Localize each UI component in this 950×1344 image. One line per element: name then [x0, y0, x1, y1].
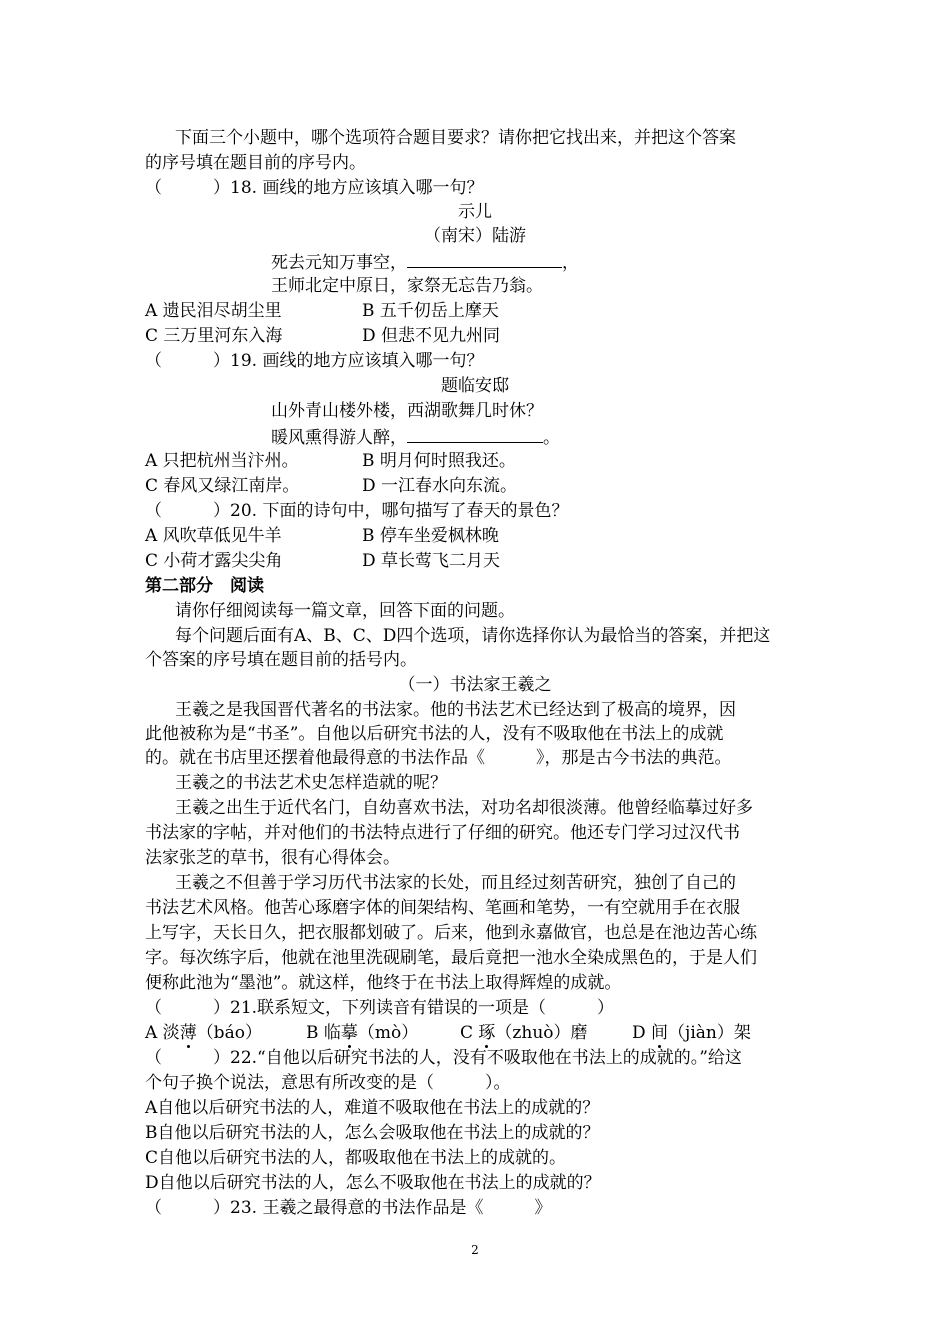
q19-poem-title: 题临安邸 — [441, 376, 509, 396]
q19-poem-line-2-text: 暖风熏得游人醉， — [271, 428, 407, 448]
q18-poem-line-1-punct: ， — [562, 253, 579, 273]
q19-poem-line-2-punct: 。 — [543, 428, 560, 448]
q21-option-c-pre: C — [460, 1023, 479, 1043]
q21-option-c — [460, 1021, 588, 1045]
q22-prompt-line-1: （ ）22.“自他以后研究书法的人，没有不吸取他在书法上的成就的。”给这 — [145, 1048, 742, 1068]
q21-option-c-dotted-char: 琢 — [478, 1023, 496, 1043]
q18-poem-line-2: 王师北定中原日，家祭无忘告乃翁。 — [271, 276, 543, 296]
passage-line: 王羲之出生于近代名门，自幼喜欢书法，对功名却很淡薄。他曾经临摹过好多 — [175, 798, 753, 818]
part2-instruction-2a: 每个问题后面有A、B、C、D四个选项，请你选择你认为最恰当的答案，并把这 — [175, 626, 771, 646]
passage-line: 的。就在书店里还摆着他最得意的书法作品《 》，那是古今书法的典范。 — [145, 748, 732, 768]
q19-option-c: C 春风又绿江南岸。 — [145, 476, 300, 496]
passage-line: 王羲之是我国晋代著名的书法家。他的书法艺术已经达到了极高的境界，因 — [175, 700, 736, 720]
q18-prompt: （ ）18. 画线的地方应该填入哪一句？ — [145, 178, 484, 198]
q20-prompt: （ ）20. 下面的诗句中，哪句描写了春天的景色？ — [145, 501, 569, 521]
q21-option-b-pre: B 临 — [306, 1023, 341, 1043]
passage-line: 法家张芝的草书，很有心得体会。 — [145, 848, 400, 868]
q21-option-a-pre: A 淡 — [145, 1023, 180, 1043]
q20-option-a: A 风吹草低见牛羊 — [145, 526, 282, 546]
q18-poem-title: 示儿 — [458, 202, 492, 222]
q21-option-a-dotted-char: 薄 — [179, 1023, 197, 1043]
passage-line: 字。每次练字后，他就在池里洗砚刷笔，最后竟把一池水全染成黑色的，于是人们 — [145, 948, 757, 968]
q21-option-a-pinyin: （báo） — [196, 1023, 262, 1043]
q18-option-b: B 五千仞岳上摩天 — [362, 301, 499, 321]
passage-title: （一）书法家王羲之 — [398, 675, 552, 695]
q22-option-c: C自他以后研究书法的人，都吸取他在书法上的成就的。 — [145, 1148, 567, 1168]
passage-line: 书法艺术风格。他苦心琢磨字体的间架结构、笔画和笔势，一有空就用手在衣服 — [145, 898, 740, 918]
q21-option-b — [306, 1021, 418, 1045]
q19-option-d: D 一江春水向东流。 — [362, 476, 518, 496]
q21-option-b-dotted-char: 摹 — [340, 1023, 358, 1043]
q22-option-a: A自他以后研究书法的人，难道不吸取他在书法上的成就的？ — [145, 1098, 600, 1118]
q22-option-b: B自他以后研究书法的人，怎么会吸取他在书法上的成就的？ — [145, 1123, 600, 1143]
q20-option-d: D 草长莺飞二月天 — [362, 551, 501, 571]
q21-option-d — [632, 1021, 751, 1045]
q22-option-d: D自他以后研究书法的人，怎么不吸取他在书法上的成就的？ — [145, 1173, 601, 1193]
q21-option-d-dotted-char: 间 — [651, 1023, 669, 1043]
q20-option-b: B 停车坐爱枫林晚 — [362, 526, 499, 546]
q22-prompt-line-2: 个句子换个说法，意思有所改变的是（ ）。 — [145, 1073, 511, 1093]
q18-answer-blank — [407, 249, 562, 268]
passage-line: 便称此池为“墨池”。就这样，他终于在书法上取得辉煌的成就。 — [145, 973, 622, 993]
part2-instruction-2b: 个答案的序号填在题目前的括号内。 — [145, 650, 417, 670]
q18-poem-line-1-text: 死去元知万事空， — [271, 253, 407, 273]
passage-line: 上写字，天长日久，把衣服都划破了。后来，他到永嘉做官，也总是在池边苦心练 — [145, 923, 757, 943]
q18-poem-author: （南宋）陆游 — [424, 226, 526, 246]
page-number: 2 — [471, 1243, 479, 1257]
q21-option-c-pinyin: （zhuò）磨 — [495, 1023, 588, 1043]
intro-line-1: 下面三个小题中，哪个选项符合题目要求？请你把它找出来，并把这个答案 — [175, 128, 736, 148]
q18-option-c: C 三万里河东入海 — [145, 326, 283, 346]
q18-option-d: D 但悲不见九州同 — [362, 326, 501, 346]
q19-option-b: B 明月何时照我还。 — [362, 451, 516, 471]
part2-heading: 第二部分 阅读 — [145, 576, 264, 596]
q19-option-a: A 只把杭州当汴州。 — [145, 451, 299, 471]
q19-poem-line-2 — [271, 424, 560, 450]
part2-instruction-1: 请你仔细阅读每一篇文章，回答下面的问题。 — [175, 601, 515, 621]
passage-line: 王羲之的书法艺术史怎样造就的呢？ — [175, 773, 447, 793]
q19-answer-blank — [407, 424, 543, 443]
q19-poem-line-1: 山外青山楼外楼，西湖歌舞几时休？ — [271, 401, 543, 421]
passage-line: 书法家的字帖，并对他们的书法特点进行了仔细的研究。他还专门学习过汉代书 — [145, 823, 740, 843]
q21-option-b-pinyin: （mò） — [357, 1023, 419, 1043]
intro-line-2: 的序号填在题目前的序号内。 — [145, 153, 366, 173]
q18-poem-line-1 — [271, 249, 579, 275]
q21-option-d-pinyin: （jiàn）架 — [668, 1023, 751, 1043]
passage-line: 此他被称为是“书圣”。自他以后研究书法的人，没有不吸取他在书法上的成就 — [145, 724, 724, 744]
passage-line: 王羲之不但善于学习历代书法家的长处，而且经过刻苦研究，独创了自己的 — [175, 873, 736, 893]
q21-option-d-pre: D — [632, 1023, 652, 1043]
q23-prompt: （ ）23. 王羲之最得意的书法作品是《 》 — [145, 1198, 552, 1218]
q21-prompt: （ ）21.联系短文，下列读音有错误的一项是（ ） — [145, 998, 615, 1018]
q18-option-a: A 遗民泪尽胡尘里 — [145, 301, 282, 321]
q21-option-a — [145, 1021, 262, 1045]
q20-option-c: C 小荷才露尖尖角 — [145, 551, 283, 571]
q19-prompt: （ ）19. 画线的地方应该填入哪一句？ — [145, 351, 484, 371]
